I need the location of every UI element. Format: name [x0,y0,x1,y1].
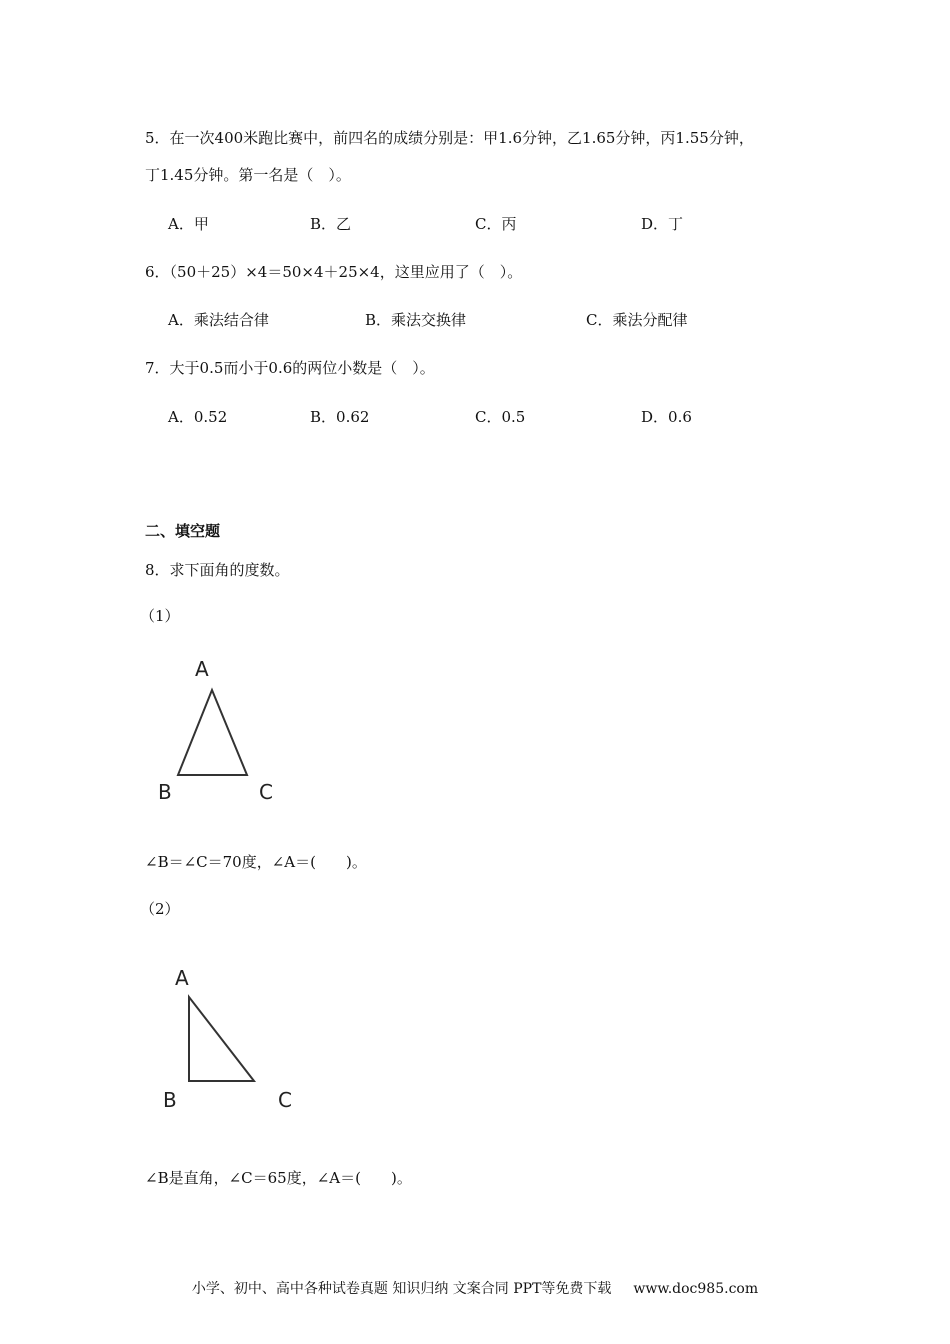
q6-option-c: C．乘法分配律 [586,311,688,329]
triangle-1-shape [178,690,247,775]
vertex-a-label: A [195,657,209,681]
q8-part2-condition: ∠B是直角，∠C＝65度，∠A＝( )。 [145,1169,412,1187]
q5-line2: 丁1.45分钟。第一名是（ ）。 [145,166,351,184]
vertex-a-label: A [175,966,189,990]
vertex-c-label: C [278,1088,292,1112]
q5-option-b: B．乙 [310,215,352,233]
q8-part2-label: （2） [140,900,180,918]
triangle-2-shape [189,997,254,1081]
q6-option-a: A．乘法结合律 [168,311,269,329]
q7-text: 7．大于0.5而小于0.6的两位小数是（ ）。 [145,359,435,377]
q5-option-c: C．丙 [475,215,517,233]
triangle-figure-1 [150,650,290,810]
footer-url[interactable]: www.doc985.com [633,1281,759,1297]
q8-text: 8．求下面角的度数。 [145,561,290,579]
q7-option-a: A．0.52 [168,408,228,426]
q7-option-b: B．0.62 [310,408,370,426]
section-heading: 二、填空题 [145,522,221,540]
triangle-figure-2 [155,960,305,1120]
q7-option-d: D．0.6 [641,408,692,426]
q5-option-d: D．丁 [641,215,684,233]
q6-text: 6．（50＋25）×4＝50×4＋25×4，这里应用了（ ）。 [145,263,523,281]
vertex-b-label: B [163,1088,177,1112]
vertex-c-label: C [259,780,273,804]
q5-line1: 5．在一次400米跑比赛中，前四名的成绩分别是：甲1.6分钟，乙1.65分钟，丙1.55分钟， [145,129,754,147]
page-footer [0,1278,950,1298]
q5-option-a: A．甲 [168,215,209,233]
q7-option-c: C．0.5 [475,408,526,426]
footer-text: 小学、初中、高中各种试卷真题 知识归纳 文案合同 PPT等免费下载 [191,1281,612,1297]
vertex-b-label: B [158,780,172,804]
q8-part1-condition: ∠B＝∠C＝70度，∠A＝( )。 [145,853,367,871]
q8-part1-label: （1） [140,607,180,625]
q6-option-b: B．乘法交换律 [365,311,467,329]
